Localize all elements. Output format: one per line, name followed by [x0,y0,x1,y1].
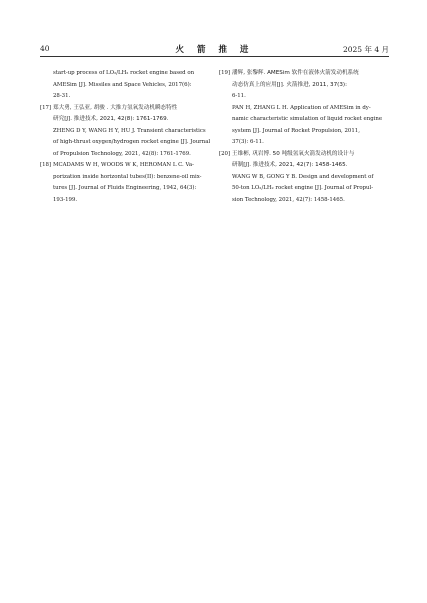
references-right-column [219,68,389,206]
references-left-column [40,68,210,206]
reference-number: [18] [40,162,52,168]
reference-line: 动态仿真上的应用[J]. 火箭推进, 2011, 37(3): [232,81,347,88]
reference-line: 37(3): 6-11. [232,139,264,145]
reference-line: 郑大勇, 王弘亚, 胡骏 . 大推力氢氧发动机瞬态特性 [53,104,178,111]
page-number: 40 [40,44,50,53]
reference-line: 研究[J]. 推进技术, 2021, 42(8): 1761-1769. [53,116,169,122]
reference-entry [40,160,210,206]
reference-line: 28-31. [53,93,71,99]
reference-line: start-up process of LO₂/LH₂ rocket engine based on [53,70,195,76]
reference-number: [17] [40,104,52,111]
reference-line: 6-11. [232,93,246,99]
reference-line: porization inside horizontal tubes(II): benzene-oil mix- [53,173,202,180]
reference-line: 王维彬, 巩岩博. 50 吨级氢氧火箭发动机的设计与 [232,150,355,157]
reference-entry [40,68,210,103]
reference-number: [20] [219,150,231,157]
reference-line: ZHENG D Y, WANG H Y, HU J. Transient characteristics [53,127,206,134]
reference-line: sion Technology, 2021, 42(7): 1458-1465. [232,196,345,203]
reference-number: [19] [219,70,231,76]
reference-line: of high-thrust oxygen/hydrogen rocket engine [J]. Journal [53,139,210,145]
reference-line: PAN H, ZHANG L H. Application of AMESim in dy- [232,104,371,111]
reference-line: namic characteristic simulation of liquid rocket engine [232,116,383,122]
issue-date: 2025 年 4 月 [342,45,389,54]
reference-entry [219,149,389,207]
reference-entry [40,103,210,161]
reference-line: 193-199. [53,196,78,203]
reference-line: WANG W B, GONG Y B. Design and development of [232,173,374,180]
reference-entry [219,68,389,149]
reference-line: 50-ton LO₂/LH₂ rocket engine [J]. Journal of Propul- [232,185,374,191]
reference-line: AMESim [J]. Missiles and Space Vehicles, 2017(6): [53,81,192,88]
reference-line: of Propulsion Technology, 2021, 42(8): 1761-1769. [53,150,191,157]
reference-line: MCADAMS W H, WOODS W K, HEROMAN L C. Va- [53,162,194,168]
reference-line: 研制[J]. 推进技术, 2021, 42(7): 1458-1465. [232,162,348,168]
journal-title: 火 箭 推 进 [175,45,254,55]
reference-line: tures [J]. Journal of Fluids Engineering, 1942, 64(3): [53,185,197,191]
reference-line: 潘辉, 张黎辉. AMESim 软件在液体火箭发动机系统 [232,70,359,76]
running-header [40,42,389,57]
reference-line: system [J]. Journal of Rocket Propulsion, 2011, [232,127,360,134]
